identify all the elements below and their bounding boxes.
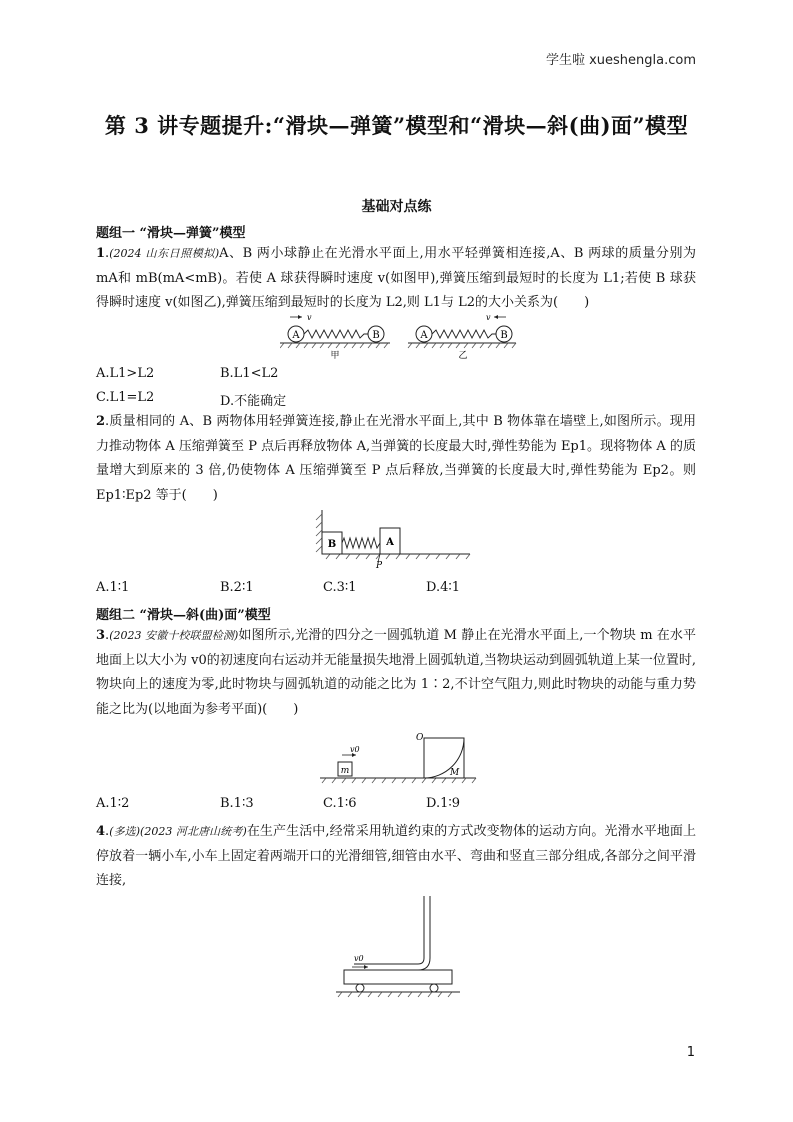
option-b: B.1∶3: [220, 796, 254, 811]
question-1: 1.(2024 山东日照模拟)A、B 两小球静止在光滑水平面上,用水平轻弹簧相连接,A、B 两球的质量分别为 mA和 mB(mA<mB)。若使 A 球获得瞬时速度 v(如图甲),弹簧压缩到最短时的长度为 L1;若使 B 球获得瞬时速度 v(如图乙),弹簧压缩到最短时的长度为 L2,则 L1与 L2的大小关系为( ): [96, 246, 696, 310]
fig-caption: 乙: [458, 351, 468, 360]
option-a: A.1∶1: [96, 580, 130, 595]
option-c: C.L1=L2: [96, 390, 155, 405]
page-title: 第 3 讲专题提升:“滑块—弹簧”模型和“滑块—斜(曲)面”模型: [104, 113, 689, 138]
question-2: 2.质量相同的 A、B 两物体用轻弹簧连接,静止在光滑水平面上,其中 B 物体靠在墙壁上,如图所示。现用力推动物体 A 压缩弹簧至 P 点后再释放物体 A,当弹簧的长度最大时,弹性势能为 Ep1。现将物体 A 的质量增大到原来的 3 倍,仍使物体 A 压缩弹簧至 P 点后释放,当弹簧的长度最大时,弹性势能为 Ep2。则 Ep1∶Ep2 等于( ): [96, 414, 697, 503]
question-number: 1: [96, 246, 106, 261]
group-heading-2: 题组二 “滑块—斜(曲)面”模型: [96, 608, 271, 623]
fig-label: O: [416, 733, 424, 743]
option-d: D.4∶1: [426, 580, 461, 595]
figure-2-wall-spring-blocks: [312, 510, 472, 570]
spring-icon: [304, 330, 368, 338]
fig-label: v0: [354, 954, 364, 963]
fig-label: v: [307, 313, 312, 322]
fig-label: A: [386, 537, 394, 548]
option-b: B.2∶1: [220, 580, 254, 595]
fig-label: A: [420, 330, 428, 341]
question-stem: 质量相同的 A、B 两物体用轻弹簧连接,静止在光滑水平面上,其中 B 物体靠在墙壁上,如图所示。现用力推动物体 A 压缩弹簧至 P 点后再释放物体 A,当弹簧的长度最大时,弹性势能为 Ep1。现将物体 A 的质量增大到原来的 3 倍,仍使物体 A 压缩弹簧至 P 点后释放,当弹簧的长度最大时,弹性势能为 Ep2。则 Ep1∶Ep2 等于( ): [96, 414, 697, 503]
question-source: (2024 山东日照模拟): [109, 247, 220, 260]
option-d: D.1∶9: [426, 796, 461, 811]
fig-label: v0: [350, 745, 360, 754]
spring-icon: [432, 330, 496, 338]
figure-1-two-balls-spring: [280, 310, 520, 360]
page-number: 1: [686, 1045, 695, 1060]
section-heading: 基础对点练: [361, 199, 432, 215]
question-number: 4: [96, 824, 106, 839]
question-source: (2023 安徽十校联盟检测): [109, 629, 239, 642]
fig-caption: 甲: [330, 351, 340, 360]
fig-label: B: [500, 330, 508, 341]
option-a: A.L1>L2: [96, 366, 155, 381]
option-d: D.不能确定: [220, 394, 287, 409]
question-stem: 如图所示,光滑的四分之一圆弧轨道 M 静止在光滑水平面上,一个物块 m 在水平地面上以大小为 v0的初速度向右运动并无能量损失地滑上圆弧轨道,当物块运动到圆弧轨道上某一位置时,物块向上的速度为零,此时物块与圆弧轨道的动能之比为 1∶2,不计空气阻力,则此时物块的动能与重力势能之比为(以地面为参考平面)( ): [96, 628, 697, 717]
fig-label: A: [292, 330, 300, 341]
fig-label: m: [340, 766, 350, 776]
cart-body-icon: [344, 970, 452, 984]
tube-bend-icon: [418, 958, 424, 964]
fig-label: v: [486, 313, 491, 322]
figure-3-arc-track: [318, 728, 478, 786]
option-a: A.1∶2: [96, 796, 130, 811]
figure-4-cart-tube: [334, 892, 464, 1002]
question-4: 4.(多选)(2023 河北唐山统考)在生产生活中,经常采用轨道约束的方式改变物体的运动方向。光滑水平地面上停放着一辆小车,小车上固定着两端开口的光滑细管,细管由水平、弯曲和竖直三部分组成,各部分之间平滑连接,: [96, 824, 697, 888]
wheel-icon: [430, 984, 438, 992]
fig-label: B: [327, 539, 337, 550]
question-number: 3: [96, 628, 106, 643]
wheel-icon: [356, 984, 364, 992]
fig-label: M: [450, 768, 460, 778]
question-stem: A、B 两小球静止在光滑水平面上,用水平轻弹簧相连接,A、B 两球的质量分别为 mA和 mB(mA<mB)。若使 A 球获得瞬时速度 v(如图甲),弹簧压缩到最短时的长度为 L1;若使 B 球获得瞬时速度 v(如图乙),弹簧压缩到最短时的长度为 L2,则 L1与 L2的大小关系为( ): [96, 246, 696, 310]
option-b: B.L1<L2: [220, 366, 279, 381]
option-c: C.3∶1: [323, 580, 357, 595]
question-number: 2: [96, 414, 106, 429]
site-watermark: 学生啦 xueshengla.com: [545, 53, 696, 68]
question-3: 3.(2023 安徽十校联盟检测)如图所示,光滑的四分之一圆弧轨道 M 静止在光滑水平面上,一个物块 m 在水平地面上以大小为 v0的初速度向右运动并无能量损失地滑上圆弧轨道,当物块运动到圆弧轨道上某一位置时,物块向上的速度为零,此时物块与圆弧轨道的动能之比为 1∶2,不计空气阻力,则此时物块的动能与重力势能之比为(以地面为参考平面)( ): [96, 628, 697, 717]
fig-label: P: [376, 561, 383, 570]
question-stem: 在生产生活中,经常采用轨道约束的方式改变物体的运动方向。光滑水平地面上停放着一辆小车,小车上固定着两端开口的光滑细管,细管由水平、弯曲和竖直三部分组成,各部分之间平滑连接,: [96, 824, 697, 888]
question-source: (多选)(2023 河北唐山统考): [109, 825, 247, 838]
option-c: C.1∶6: [323, 796, 357, 811]
spring-icon: [342, 538, 380, 548]
fig-label: B: [372, 330, 380, 341]
group-heading-1: 题组一 “滑块—弹簧”模型: [96, 226, 246, 241]
